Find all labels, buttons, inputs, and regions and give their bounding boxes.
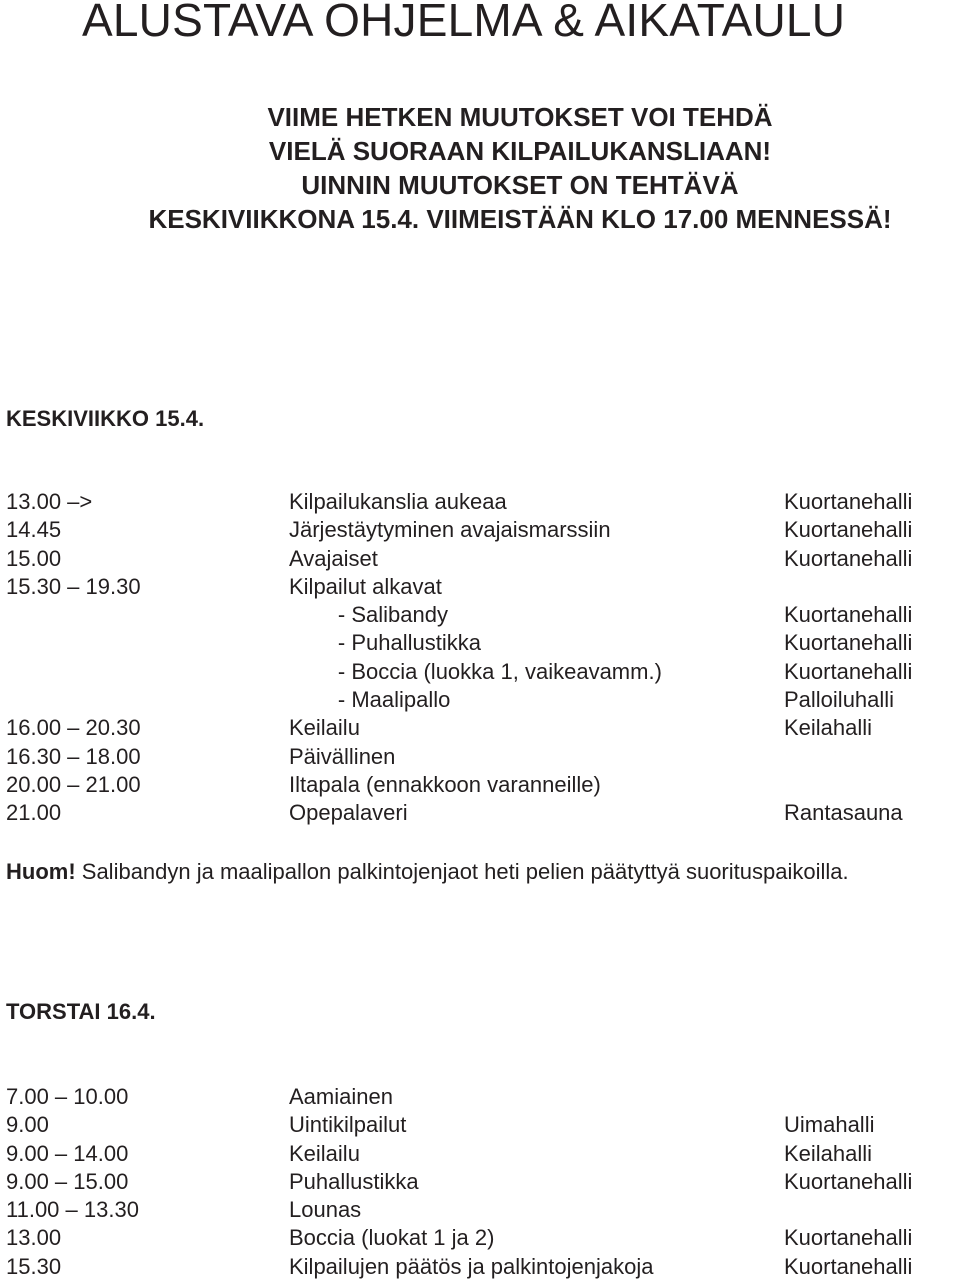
schedule-place: Kuortanehalli (784, 630, 913, 656)
schedule-place: Kuortanehalli (784, 1168, 913, 1194)
schedule-time: 16.00 – 20.30 (6, 715, 141, 741)
schedule-time: 13.00 (6, 1225, 62, 1251)
schedule-event: - Maalipallo (289, 687, 451, 713)
schedule-place: Keilahalli (784, 1140, 873, 1166)
notice-block (0, 100, 960, 236)
schedule-wednesday (6, 488, 946, 828)
schedule-row (6, 601, 946, 629)
schedule-place: Kuortanehalli (784, 545, 913, 571)
schedule-row (6, 1196, 946, 1224)
schedule-event: - Puhallustikka (289, 630, 481, 656)
notice-line: VIIME HETKEN MUUTOKSET VOI TEHDÄ (267, 102, 773, 132)
schedule-event: Päivällinen (289, 743, 396, 769)
schedule-row (6, 573, 946, 601)
schedule-event: Keilailu (289, 1140, 360, 1166)
schedule-event: Avajaiset (289, 545, 378, 571)
schedule-time: 16.30 – 18.00 (6, 743, 141, 769)
schedule-row (6, 743, 946, 771)
note (6, 858, 849, 886)
schedule-row (6, 1253, 946, 1281)
schedule-row (6, 1140, 946, 1168)
schedule-row (6, 629, 946, 657)
schedule-time: 9.00 – 14.00 (6, 1140, 129, 1166)
schedule-row (6, 1224, 946, 1252)
schedule-event: Iltapala (ennakkoon varanneille) (289, 771, 601, 797)
schedule-thursday (6, 1083, 946, 1281)
schedule-event: - Boccia (luokka 1, vaikeavamm.) (289, 658, 662, 684)
schedule-row (6, 771, 946, 799)
schedule-event: Järjestäytyminen avajaismarssiin (289, 517, 611, 543)
schedule-time: 7.00 – 10.00 (6, 1084, 129, 1109)
schedule-row (6, 714, 946, 742)
schedule-place: Keilahalli (784, 715, 873, 741)
schedule-event: Puhallustikka (289, 1168, 419, 1194)
schedule-place: Kuortanehalli (784, 602, 913, 628)
schedule-place: Uimahalli (784, 1112, 875, 1138)
schedule-event: Opepalaveri (289, 800, 408, 826)
schedule-time: 13.00 –> (6, 489, 93, 514)
schedule-event: Kilpailukanslia aukeaa (289, 489, 507, 514)
schedule-row (6, 1168, 946, 1196)
schedule-time: 15.30 – 19.30 (6, 573, 141, 599)
day-heading-thursday: TORSTAI 16.4. (6, 999, 156, 1024)
schedule-time: 14.45 (6, 517, 62, 543)
schedule-event: Keilailu (289, 715, 360, 741)
schedule-row (6, 516, 946, 544)
schedule-place: Palloiluhalli (784, 687, 895, 713)
schedule-event: Aamiainen (289, 1084, 393, 1109)
schedule-time: 21.00 (6, 800, 62, 826)
schedule-time: 11.00 – 13.30 (6, 1197, 139, 1223)
schedule-time: 9.00 (6, 1112, 49, 1138)
page-title: ALUSTAVA OHJELMA & AIKATAULU (82, 0, 846, 46)
schedule-place: Kuortanehalli (784, 1225, 913, 1251)
note-text: Salibandyn ja maalipallon palkintojenjaot heti pelien päätyttyä suorituspaikoilla. (75, 859, 849, 884)
schedule-time: 15.30 (6, 1253, 62, 1279)
schedule-event: Kilpailut alkavat (289, 573, 442, 599)
schedule-time: 9.00 – 15.00 (6, 1168, 129, 1194)
schedule-event: Boccia (luokat 1 ja 2) (289, 1225, 495, 1251)
schedule-row (6, 488, 946, 516)
schedule-time: 20.00 – 21.00 (6, 771, 141, 797)
schedule-row (6, 686, 946, 714)
schedule-place: Rantasauna (784, 800, 903, 826)
schedule-row (6, 658, 946, 686)
schedule-row (6, 1111, 946, 1139)
schedule-place: Kuortanehalli (784, 489, 913, 514)
schedule-event: Uintikilpailut (289, 1112, 407, 1138)
schedule-place: Kuortanehalli (784, 1253, 913, 1279)
day-heading-wednesday: KESKIVIIKKO 15.4. (6, 406, 205, 431)
schedule-place: Kuortanehalli (784, 517, 913, 543)
schedule-time: 15.00 (6, 545, 62, 571)
schedule-row (6, 799, 946, 827)
notice-line: VIELÄ SUORAAN KILPAILUKANSLIAAN! (268, 136, 772, 166)
schedule-place: Kuortanehalli (784, 658, 913, 684)
schedule-event: Kilpailujen päätös ja palkintojenjakoja (289, 1253, 654, 1279)
notice-line: UINNIN MUUTOKSET ON TEHTÄVÄ (301, 170, 739, 200)
notice-line: KESKIVIIKKONA 15.4. VIIMEISTÄÄN KLO 17.00 MENNESSÄ! (148, 204, 892, 234)
schedule-event: - Salibandy (289, 602, 448, 628)
note-label: Huom! (6, 859, 76, 884)
schedule-row (6, 545, 946, 573)
schedule-row (6, 1083, 946, 1111)
schedule-event: Lounas (289, 1197, 362, 1223)
